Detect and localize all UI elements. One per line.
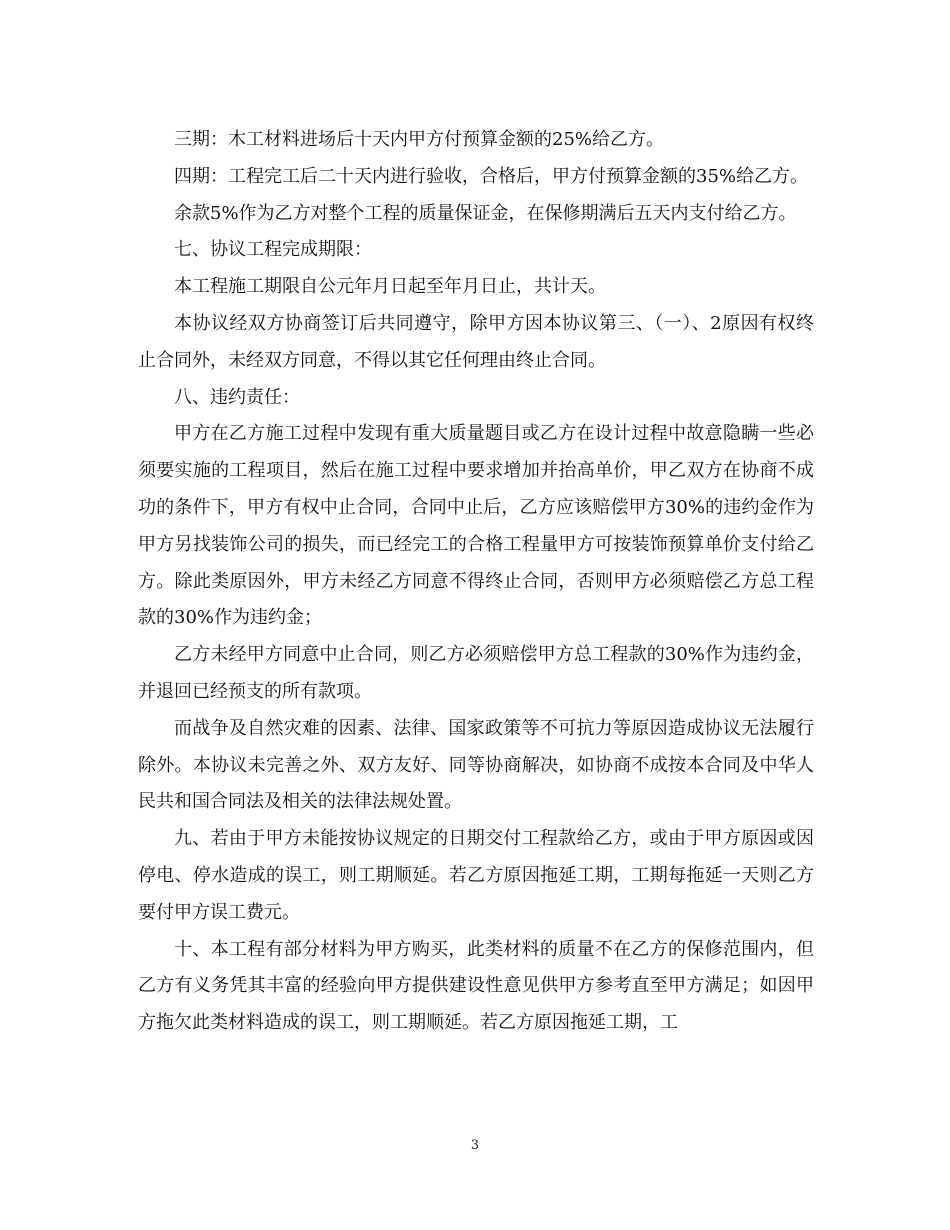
heading-breach-liability: 八、违约责任：: [174, 386, 300, 408]
paragraph-party-b-breach: 乙方未经甲方同意中止合同，则乙方必须赔偿甲方总工程款的30%作为违约金，并退回已经预支的所有款项。: [138, 644, 814, 702]
paragraph-section-nine: 九、若由于甲方未能按协议规定的日期交付工程款给乙方，或由于甲方原因或因停电、停水造成的误工，则工期顺延。若乙方原因拖延工期，工期每拖延一天则乙方要付甲方误工费元。: [138, 828, 814, 923]
paragraph-termination: 本协议经双方协商签订后共同遵守，除甲方因本协议第三、（一）、2原因有权终止合同外，未经双方同意，不得以其它任何理由终止合同。: [138, 312, 814, 371]
paragraph-phase-three: 三期：木工材料进场后十天内甲方付预算金额的25%给乙方。: [174, 129, 665, 150]
paragraph-phase-four: 四期：工程完工后二十天内进行验收，合格后，甲方付预算金额的35%给乙方。: [174, 165, 809, 187]
paragraph-construction-period: 本工程施工期限自公元年月日起至年月日止，共计天。: [174, 276, 606, 298]
document-body: [138, 122, 814, 1042]
paragraph-balance: 余款5%作为乙方对整个工程的质量保证金，在保修期满后五天内支付给乙方。: [174, 202, 797, 224]
paragraph-party-a-breach: 甲方在乙方施工过程中发现有重大质量题目或乙方在设计过程中故意隐瞒一些必须要实施的工程项目，然后在施工过程中要求增加并抬高单价，甲乙双方在协商不成功的条件下，甲方有权中止合同，合同中止后，乙方应该赔偿甲方30%的违约金作为甲方另找装饰公司的损失，而已经完工的合格工程量甲方可按装饰预算单价支付给乙方。除此类原因外，甲方未经乙方同意不得终止合同，否则甲方必须赔偿乙方总工程款的30%作为违约金；: [138, 423, 814, 629]
page-number: 3: [470, 1138, 480, 1153]
paragraph-force-majeure: 而战争及自然灾难的因素、法律、国家政策等不可抗力等原因造成协议无法履行除外。本协议未完善之外、双方友好、同等协商解决，如协商不成按本合同及中华人民共和国合同法及相关的法律法规处置。: [138, 717, 814, 813]
paragraph-section-ten: 十、本工程有部分材料为甲方购买，此类材料的质量不在乙方的保修范围内，但乙方有义务凭其丰富的经验向甲方提供建设性意见供甲方参考直至甲方满足；如因甲方拖欠此类材料造成的误工，则工期顺延。若乙方原因拖延工期，工: [138, 938, 814, 1034]
heading-completion-period: 七、协议工程完成期限：: [174, 239, 372, 261]
